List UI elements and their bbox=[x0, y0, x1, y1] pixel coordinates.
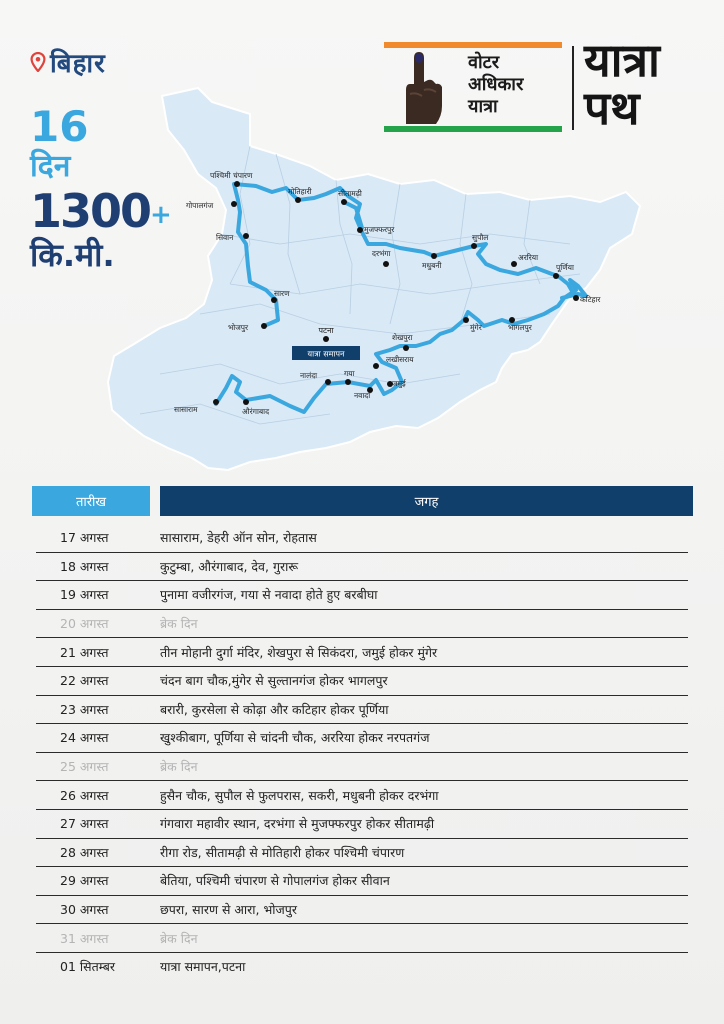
days-number: 16 bbox=[30, 102, 89, 151]
label-darbhanga: दरभंगा bbox=[372, 249, 391, 258]
state-name: बिहार bbox=[50, 49, 106, 79]
row-date: 18 अगस्त bbox=[60, 558, 109, 574]
label-sheikhpura: शेखपुरा bbox=[392, 333, 413, 342]
dot-lakhisarai bbox=[373, 363, 379, 369]
row-date: 21 अगस्त bbox=[60, 644, 109, 660]
row-date: 17 अगस्त bbox=[60, 530, 109, 546]
row-date: 01 सितम्बर bbox=[60, 959, 116, 975]
distance-unit: कि.मी. bbox=[30, 236, 115, 274]
dot-sasaram bbox=[213, 399, 219, 405]
end-badge-label: यात्रा समापन bbox=[307, 349, 345, 359]
table-row bbox=[36, 667, 688, 696]
distance-value: 1300 bbox=[30, 184, 151, 238]
logo-saffron-bar bbox=[384, 42, 562, 48]
logo-line-2: अधिकार bbox=[468, 74, 524, 95]
bihar-route-map bbox=[100, 81, 660, 476]
table-row bbox=[36, 867, 688, 896]
label-gaya: गया bbox=[344, 369, 355, 378]
row-place: छपरा, सारण से आरा, भोजपुर bbox=[160, 902, 297, 918]
row-date: 28 अगस्त bbox=[60, 844, 109, 860]
dot-aurangabad bbox=[243, 399, 249, 405]
table-row bbox=[36, 924, 688, 953]
row-place: बरारी, कुरसेला से कोढ़ा और कटिहार होकर पूर्णिया bbox=[160, 701, 389, 717]
row-place: रीगा रोड, सीतामढ़ी से मोतिहारी होकर पश्चिमी चंपारण bbox=[160, 844, 405, 860]
row-place: गंगवारा महावीर स्थान, दरभंगा से मुजफ्फरपुर होकर सीतामढ़ी bbox=[160, 816, 435, 832]
row-date: 22 अगस्त bbox=[60, 673, 109, 689]
dot-purnia bbox=[553, 273, 559, 279]
dot-katihar bbox=[573, 295, 579, 301]
dot-muzaffarpur bbox=[357, 227, 363, 233]
label-bhojpur: भोजपुर bbox=[228, 323, 249, 332]
dot-madhubani bbox=[431, 253, 437, 259]
logo-line-3: यात्रा bbox=[468, 96, 498, 117]
label-sasaram: सासाराम bbox=[174, 405, 198, 414]
label-jamui: जमुई bbox=[392, 379, 406, 388]
row-place: बेतिया, पश्चिमी चंपारण से गोपालगंज होकर सीवान bbox=[160, 873, 390, 889]
column-header-date: तारीख bbox=[32, 486, 150, 516]
label-madhubani: मधुबनी bbox=[422, 261, 442, 270]
patna-label: पटना bbox=[318, 326, 334, 335]
row-date: 20 अगस्त bbox=[60, 616, 109, 632]
days-label: दिन bbox=[30, 149, 71, 184]
row-date: 26 अगस्त bbox=[60, 787, 109, 803]
patna-dot bbox=[323, 336, 329, 342]
row-place: ब्रेक दिन bbox=[160, 759, 198, 775]
row-date: 24 अगस्त bbox=[60, 730, 109, 746]
label-sitamarhi: सीतामढ़ी bbox=[338, 189, 362, 198]
table-row bbox=[36, 581, 688, 610]
row-place: सासाराम, डेहरी ऑन सोन, रोहतास bbox=[160, 530, 317, 546]
dot-bhojpur bbox=[261, 323, 267, 329]
table-row bbox=[36, 953, 688, 981]
column-header-place: जगह bbox=[160, 486, 693, 516]
table-row bbox=[36, 724, 688, 753]
row-date: 29 अगस्त bbox=[60, 873, 109, 889]
logo-line-1: वोटर bbox=[468, 52, 500, 73]
dot-gaya bbox=[345, 379, 351, 385]
label-purnia: पूर्णिया bbox=[556, 263, 574, 272]
label-aurangabad: औरंगाबाद bbox=[242, 407, 270, 416]
label-katihar: कटिहार bbox=[580, 295, 601, 304]
row-place: कुटुम्बा, औरंगाबाद, देव, गुरारू bbox=[160, 558, 299, 574]
row-place: ब्रेक दिन bbox=[160, 616, 198, 632]
dot-sheikhpura bbox=[403, 345, 409, 351]
table-row bbox=[36, 696, 688, 725]
row-place: यात्रा समापन,पटना bbox=[160, 959, 246, 975]
row-date: 30 अगस्त bbox=[60, 902, 109, 918]
table-row bbox=[36, 610, 688, 639]
row-place: खुश्कीबाग, पूर्णिया से चांदनी चौक, अररिया होकर नरपतगंज bbox=[160, 730, 430, 746]
label-gopalganj: गोपालगंज bbox=[186, 201, 214, 210]
title-line-2: पथ bbox=[584, 81, 640, 135]
dot-supaul bbox=[471, 243, 477, 249]
label-lakhisarai: लखीसराय bbox=[386, 355, 414, 364]
row-date: 23 अगस्त bbox=[60, 701, 109, 717]
dot-paschim-champaran bbox=[234, 181, 240, 187]
label-supaul: सुपौल bbox=[472, 233, 489, 242]
dot-gopalganj bbox=[231, 201, 237, 207]
table-row bbox=[36, 781, 688, 810]
location-pin-icon bbox=[30, 52, 46, 72]
schedule-table bbox=[36, 524, 688, 981]
row-place: हुसैन चौक, सुपौल से फुलपरास, सकरी, मधुबनी होकर दरभंगा bbox=[160, 787, 439, 803]
label-araria: अररिया bbox=[518, 253, 539, 262]
dot-araria bbox=[511, 261, 517, 267]
table-row bbox=[36, 810, 688, 839]
row-date: 19 अगस्त bbox=[60, 587, 109, 603]
row-date: 31 अगस्त bbox=[60, 930, 109, 946]
dot-darbhanga bbox=[383, 261, 389, 267]
dot-siwan bbox=[243, 233, 249, 239]
label-nalanda: नालंदा bbox=[300, 371, 318, 380]
dot-nalanda bbox=[325, 379, 331, 385]
label-nawada: नवादा bbox=[354, 391, 371, 400]
label-paschim-champaran: पश्चिमी चंपारण bbox=[210, 171, 253, 180]
row-place: तीन मोहानी दुर्गा मंदिर, शेखपुरा से सिकंदरा, जमुई होकर मुंगेर bbox=[160, 644, 438, 660]
table-row bbox=[36, 896, 688, 925]
state-label bbox=[30, 44, 106, 80]
row-date: 25 अगस्त bbox=[60, 759, 109, 775]
dot-sitamarhi bbox=[341, 199, 347, 205]
label-bhagalpur: भागलपुर bbox=[508, 323, 532, 332]
title-line-1: यात्रा bbox=[584, 33, 660, 87]
row-place: चंदन बाग चौक,मुंगेर से सुल्तानगंज होकर भागलपुर bbox=[160, 673, 388, 689]
row-place: पुनामा वजीरगंज, गया से नवादा होते हुए बरबीघा bbox=[160, 587, 378, 603]
row-date: 27 अगस्त bbox=[60, 816, 109, 832]
label-munger: मुंगेर bbox=[470, 323, 482, 332]
table-row bbox=[36, 839, 688, 868]
table-row bbox=[36, 553, 688, 582]
table-row bbox=[36, 524, 688, 553]
dot-munger bbox=[463, 317, 469, 323]
table-row bbox=[36, 638, 688, 667]
label-muzaffarpur: मुजफ्फरपुर bbox=[364, 225, 395, 234]
distance-plus: + bbox=[150, 200, 172, 230]
table-row bbox=[36, 753, 688, 782]
label-siwan: सिवान bbox=[216, 233, 234, 242]
label-saran: सारण bbox=[274, 289, 290, 298]
dot-motihari bbox=[295, 197, 301, 203]
row-place: ब्रेक दिन bbox=[160, 930, 198, 946]
label-motihari: मोतिहारी bbox=[288, 187, 312, 196]
